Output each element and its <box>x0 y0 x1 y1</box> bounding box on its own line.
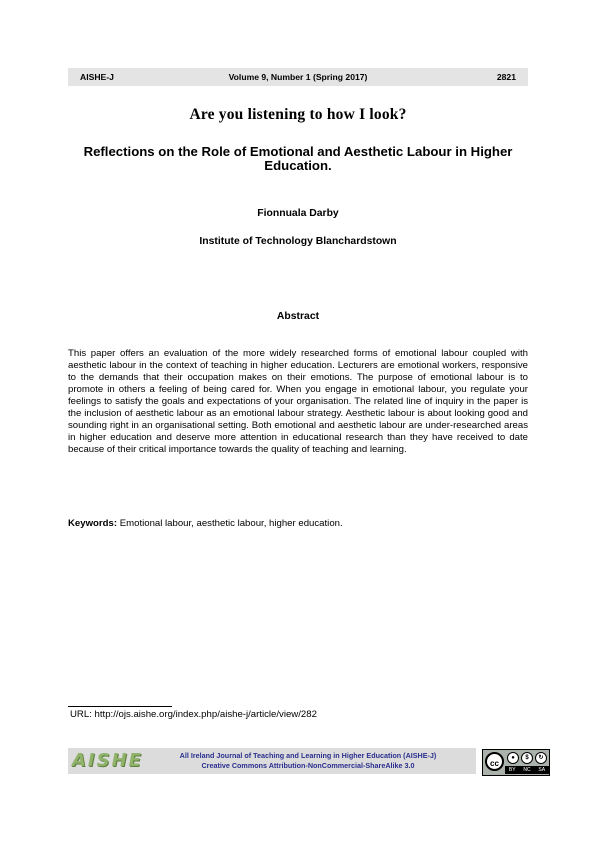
footer-journal-name: All Ireland Journal of Teaching and Learning in Higher Education (AISHE-J) <box>179 751 437 760</box>
article-title: Are you listening to how I look? <box>189 106 407 123</box>
footnote-rule <box>68 706 172 707</box>
noncommercial-icon: $ <box>521 752 533 764</box>
cc-icon: cc <box>485 752 504 771</box>
article-subtitle: Reflections on the Role of Emotional and Aesthetic Labour in Higher Education. <box>83 144 513 173</box>
abstract-body: This paper offers an evaluation of the more widely researched forms of emotional labour coupled with aesthetic labour in the context of teaching in higher education. Lecturers are emotional workers, responsive to the demands that their occupation makes on their emotions. The purpose of emotional labour is to promote in others a feeling of being cared for. When you engage in emotional labour, you regulate your feelings to satisfy the goals and expectations of your organisation. The related line of inquiry in the paper is the inclusion of aesthetic labour as an emotional labour strategy. Aesthetic labour is about looking good and sounding right in an organisational setting. Both emotional and aesthetic labour are under-researched areas in higher education and deserve more attention in educational research than they have received to date because of their critical importance towards the quality of teaching and learning. <box>68 348 528 455</box>
creative-commons-badge[interactable] <box>482 749 550 776</box>
journal-footer <box>68 748 476 774</box>
author-name: Fionnuala Darby <box>257 208 339 219</box>
attribution-icon: ● <box>507 752 519 764</box>
footnote-url[interactable]: URL: http://ojs.aishe.org/index.php/aishe-j/article/view/282 <box>70 709 317 720</box>
cc-label-by: BY <box>508 767 516 773</box>
cc-license-icons <box>507 752 547 765</box>
volume-info: Volume 9, Number 1 (Spring 2017) <box>228 72 368 82</box>
abstract-heading: Abstract <box>276 311 320 322</box>
aishe-logo: AISHE <box>72 750 143 771</box>
cc-label-nc: NC <box>523 767 531 773</box>
footer-license: Creative Commons Attribution-NonCommercial-ShareAlike 3.0 <box>201 760 415 770</box>
cc-label-sa: SA <box>538 767 546 773</box>
page-number: 2821 <box>496 72 516 82</box>
cc-labels <box>505 766 549 774</box>
author-affiliation: Institute of Technology Blanchardstown <box>199 236 397 247</box>
keywords <box>68 518 528 529</box>
footer-text <box>158 751 458 770</box>
sharealike-icon: ↻ <box>535 752 547 764</box>
journal-abbrev: AISHE-J <box>80 72 114 82</box>
running-header <box>68 68 528 86</box>
keywords-text: Emotional labour, aesthetic labour, higher education. <box>117 518 343 529</box>
keywords-label: Keywords: <box>68 518 118 529</box>
